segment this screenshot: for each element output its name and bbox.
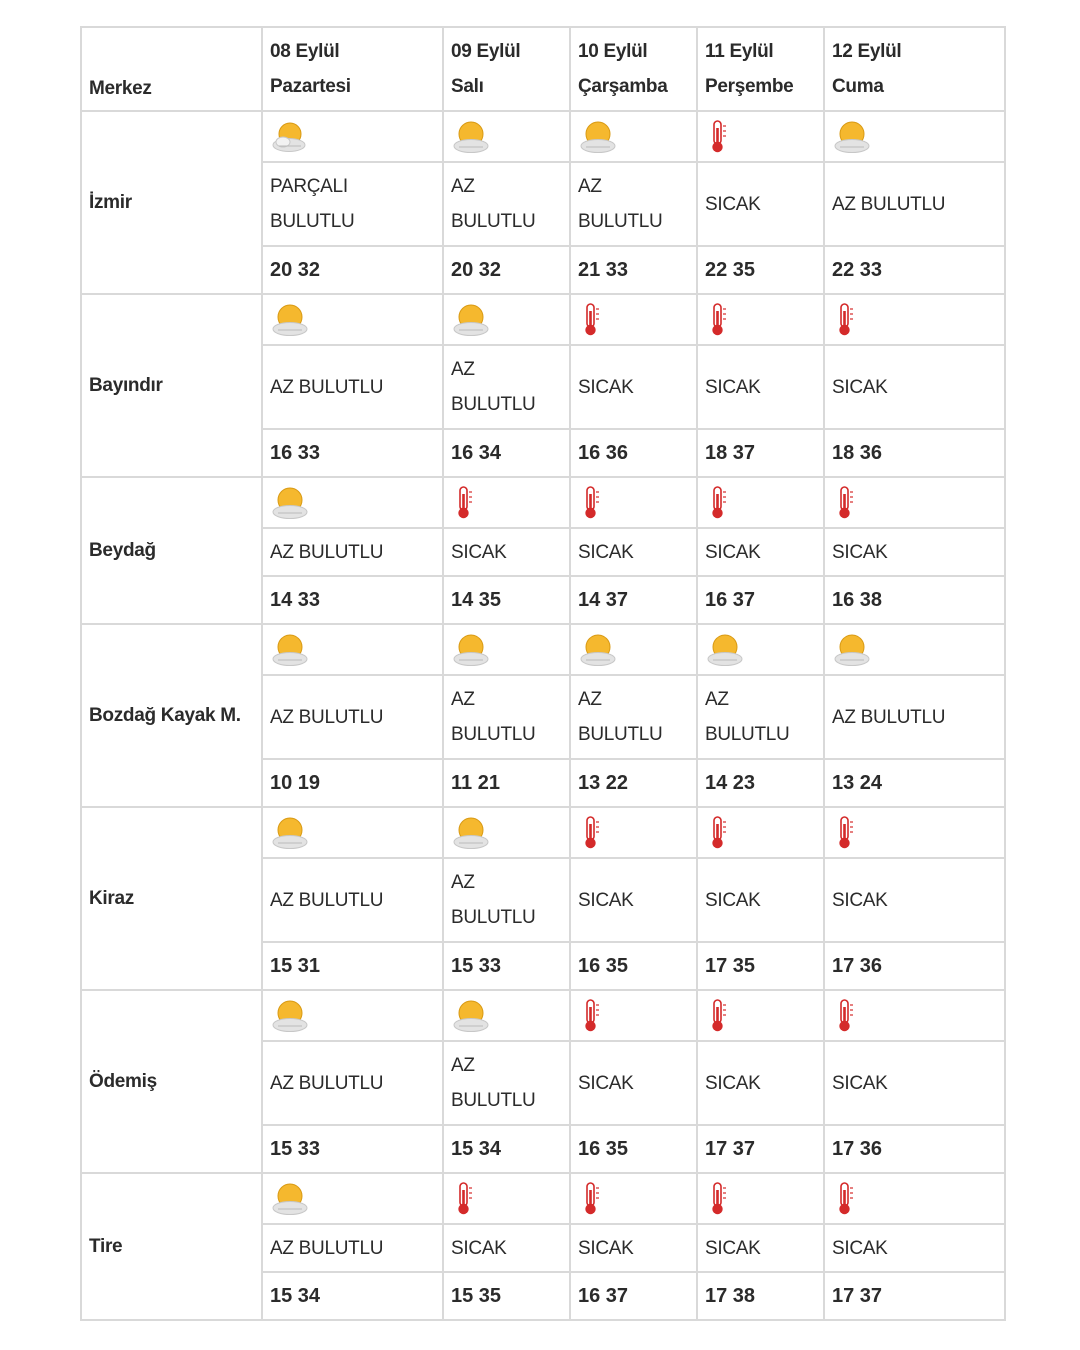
thermometer-icon xyxy=(832,815,872,851)
weather-icon-cell xyxy=(697,1173,824,1224)
condition-cell: AZ BULUTLU xyxy=(443,858,570,942)
weather-icon-cell xyxy=(824,807,1005,858)
temperature-cell: 18 37 xyxy=(697,429,824,477)
forecast-table xyxy=(80,26,1006,1321)
header-day-weekday: Cuma xyxy=(832,76,884,97)
icon-row xyxy=(81,807,1005,858)
temperature-cell: 14 33 xyxy=(262,576,443,624)
weather-icon-cell xyxy=(443,990,570,1041)
weather-icon-cell xyxy=(570,477,697,528)
mostly-sunny-icon xyxy=(451,119,491,155)
condition-cell: SICAK xyxy=(697,1224,824,1272)
weather-icon-cell xyxy=(697,294,824,345)
condition-cell: AZ BULUTLU xyxy=(262,1224,443,1272)
mostly-sunny-icon xyxy=(270,302,310,338)
header-day-weekday: Pazartesi xyxy=(270,76,351,97)
thermometer-icon xyxy=(832,998,872,1034)
condition-cell: SICAK xyxy=(824,858,1005,942)
weather-icon-cell xyxy=(570,624,697,675)
condition-cell: AZ BULUTLU xyxy=(443,675,570,759)
thermometer-icon xyxy=(705,1181,745,1217)
header-station-label: Merkez xyxy=(89,78,152,99)
weather-icon-cell xyxy=(262,477,443,528)
weather-icon-cell xyxy=(697,111,824,162)
condition-cell: SICAK xyxy=(697,858,824,942)
condition-cell: AZ BULUTLU xyxy=(443,345,570,429)
temperature-cell: 14 23 xyxy=(697,759,824,807)
thermometer-icon xyxy=(705,815,745,851)
weather-icon-cell xyxy=(262,294,443,345)
weather-icon-cell xyxy=(443,477,570,528)
condition-cell: SICAK xyxy=(697,528,824,576)
header-day xyxy=(262,27,443,111)
icon-row xyxy=(81,990,1005,1041)
thermometer-icon xyxy=(705,119,745,155)
mostly-sunny-icon xyxy=(451,998,491,1034)
temperature-cell: 17 35 xyxy=(697,942,824,990)
weather-icon-cell xyxy=(824,294,1005,345)
thermometer-icon xyxy=(578,815,618,851)
icon-row xyxy=(81,294,1005,345)
weather-icon-cell xyxy=(443,294,570,345)
header-station xyxy=(81,27,262,111)
temperature-cell: 15 33 xyxy=(262,1125,443,1173)
mostly-sunny-icon xyxy=(270,485,310,521)
weather-icon-cell xyxy=(262,1173,443,1224)
temperature-cell: 16 34 xyxy=(443,429,570,477)
header-day xyxy=(824,27,1005,111)
station-name: Bozdağ Kayak M. xyxy=(81,624,262,807)
header-day xyxy=(697,27,824,111)
temperature-cell: 20 32 xyxy=(443,246,570,294)
temperature-cell: 20 32 xyxy=(262,246,443,294)
condition-cell: SICAK xyxy=(570,345,697,429)
weather-icon-cell xyxy=(697,807,824,858)
temperature-cell: 16 35 xyxy=(570,942,697,990)
temperature-cell: 17 37 xyxy=(824,1272,1005,1320)
forecast-body xyxy=(81,111,1005,1320)
thermometer-icon xyxy=(578,1181,618,1217)
temperature-cell: 16 37 xyxy=(697,576,824,624)
condition-cell: SICAK xyxy=(824,528,1005,576)
mostly-sunny-icon xyxy=(270,998,310,1034)
temperature-cell: 15 31 xyxy=(262,942,443,990)
condition-cell: AZ BULUTLU xyxy=(262,858,443,942)
condition-cell: AZ BULUTLU xyxy=(262,675,443,759)
mostly-sunny-icon xyxy=(451,302,491,338)
thermometer-icon xyxy=(451,1181,491,1217)
temperature-cell: 16 35 xyxy=(570,1125,697,1173)
header-day xyxy=(570,27,697,111)
temperature-cell: 22 35 xyxy=(697,246,824,294)
mostly-sunny-icon xyxy=(832,119,872,155)
weather-icon-cell xyxy=(443,111,570,162)
condition-cell: AZ BULUTLU xyxy=(443,1041,570,1125)
condition-cell: SICAK xyxy=(570,858,697,942)
thermometer-icon xyxy=(832,1181,872,1217)
station-name: Ödemiş xyxy=(81,990,262,1173)
temperature-cell: 18 36 xyxy=(824,429,1005,477)
temperature-cell: 17 36 xyxy=(824,1125,1005,1173)
condition-cell: AZ BULUTLU xyxy=(824,675,1005,759)
temperature-cell: 17 38 xyxy=(697,1272,824,1320)
weather-icon-cell xyxy=(570,807,697,858)
temperature-cell: 16 36 xyxy=(570,429,697,477)
weather-icon-cell xyxy=(824,111,1005,162)
station-name: İzmir xyxy=(81,111,262,294)
weather-icon-cell xyxy=(443,807,570,858)
weather-icon-cell xyxy=(824,477,1005,528)
temperature-cell: 16 37 xyxy=(570,1272,697,1320)
condition-cell: SICAK xyxy=(824,1224,1005,1272)
temperature-cell: 11 21 xyxy=(443,759,570,807)
condition-cell: AZ BULUTLU xyxy=(697,675,824,759)
temperature-cell: 17 37 xyxy=(697,1125,824,1173)
header-day xyxy=(443,27,570,111)
condition-cell: SICAK xyxy=(697,162,824,246)
thermometer-icon xyxy=(578,998,618,1034)
condition-cell: AZ BULUTLU xyxy=(262,1041,443,1125)
station-name: Tire xyxy=(81,1173,262,1320)
temperature-cell: 14 35 xyxy=(443,576,570,624)
header-day-weekday: Çarşamba xyxy=(578,76,668,97)
temperature-cell: 15 33 xyxy=(443,942,570,990)
temperature-cell: 15 34 xyxy=(262,1272,443,1320)
mostly-sunny-icon xyxy=(578,632,618,668)
condition-cell: SICAK xyxy=(697,345,824,429)
header-day-weekday: Salı xyxy=(451,76,484,97)
weather-icon-cell xyxy=(262,111,443,162)
temperature-cell: 10 19 xyxy=(262,759,443,807)
thermometer-icon xyxy=(705,998,745,1034)
icon-row xyxy=(81,111,1005,162)
header-day-date: 11 Eylül xyxy=(705,41,774,62)
condition-cell: AZ BULUTLU xyxy=(262,345,443,429)
station-name: Kiraz xyxy=(81,807,262,990)
header-day-date: 10 Eylül xyxy=(578,41,648,62)
mostly-sunny-icon xyxy=(270,1181,310,1217)
temperature-cell: 22 33 xyxy=(824,246,1005,294)
condition-cell: SICAK xyxy=(570,1041,697,1125)
temperature-cell: 17 36 xyxy=(824,942,1005,990)
weather-icon-cell xyxy=(824,990,1005,1041)
condition-cell: AZ BULUTLU xyxy=(443,162,570,246)
weather-icon-cell xyxy=(262,990,443,1041)
thermometer-icon xyxy=(451,485,491,521)
mostly-sunny-icon xyxy=(451,815,491,851)
condition-cell: SICAK xyxy=(824,345,1005,429)
condition-cell: SICAK xyxy=(443,1224,570,1272)
temperature-cell: 16 38 xyxy=(824,576,1005,624)
weather-icon-cell xyxy=(443,1173,570,1224)
thermometer-icon xyxy=(705,485,745,521)
temperature-cell: 16 33 xyxy=(262,429,443,477)
weather-icon-cell xyxy=(697,624,824,675)
weather-icon-cell xyxy=(570,1173,697,1224)
condition-cell: SICAK xyxy=(697,1041,824,1125)
header-day-weekday: Perşembe xyxy=(705,76,794,97)
station-name: Beydağ xyxy=(81,477,262,624)
temperature-cell: 13 22 xyxy=(570,759,697,807)
weather-icon-cell xyxy=(570,111,697,162)
mostly-sunny-icon xyxy=(578,119,618,155)
temperature-cell: 15 34 xyxy=(443,1125,570,1173)
header-day-date: 09 Eylül xyxy=(451,41,521,62)
condition-cell: SICAK xyxy=(570,1224,697,1272)
weather-icon-cell xyxy=(262,807,443,858)
weather-icon-cell xyxy=(570,294,697,345)
thermometer-icon xyxy=(578,302,618,338)
condition-cell: AZ BULUTLU xyxy=(262,528,443,576)
weather-icon-cell xyxy=(697,477,824,528)
thermometer-icon xyxy=(832,485,872,521)
condition-cell: AZ BULUTLU xyxy=(570,675,697,759)
mostly-sunny-icon xyxy=(451,632,491,668)
mostly-sunny-icon xyxy=(270,815,310,851)
condition-cell: SICAK xyxy=(570,528,697,576)
weather-icon-cell xyxy=(570,990,697,1041)
weather-icon-cell xyxy=(262,624,443,675)
mostly-sunny-icon xyxy=(705,632,745,668)
temperature-cell: 13 24 xyxy=(824,759,1005,807)
condition-cell: AZ BULUTLU xyxy=(570,162,697,246)
icon-row xyxy=(81,477,1005,528)
thermometer-icon xyxy=(578,485,618,521)
temperature-cell: 15 35 xyxy=(443,1272,570,1320)
header-row xyxy=(81,27,1005,111)
condition-cell: PARÇALI BULUTLU xyxy=(262,162,443,246)
weather-icon-cell xyxy=(824,1173,1005,1224)
weather-icon-cell xyxy=(443,624,570,675)
thermometer-icon xyxy=(832,302,872,338)
mostly-sunny-icon xyxy=(832,632,872,668)
partly-cloudy-icon xyxy=(270,119,310,155)
thermometer-icon xyxy=(705,302,745,338)
condition-cell: AZ BULUTLU xyxy=(824,162,1005,246)
mostly-sunny-icon xyxy=(270,632,310,668)
weather-icon-cell xyxy=(824,624,1005,675)
temperature-cell: 21 33 xyxy=(570,246,697,294)
header-day-date: 12 Eylül xyxy=(832,41,902,62)
condition-cell: SICAK xyxy=(824,1041,1005,1125)
weather-icon-cell xyxy=(697,990,824,1041)
icon-row xyxy=(81,624,1005,675)
icon-row xyxy=(81,1173,1005,1224)
station-name: Bayındır xyxy=(81,294,262,477)
temperature-cell: 14 37 xyxy=(570,576,697,624)
header-day-date: 08 Eylül xyxy=(270,41,340,62)
condition-cell: SICAK xyxy=(443,528,570,576)
